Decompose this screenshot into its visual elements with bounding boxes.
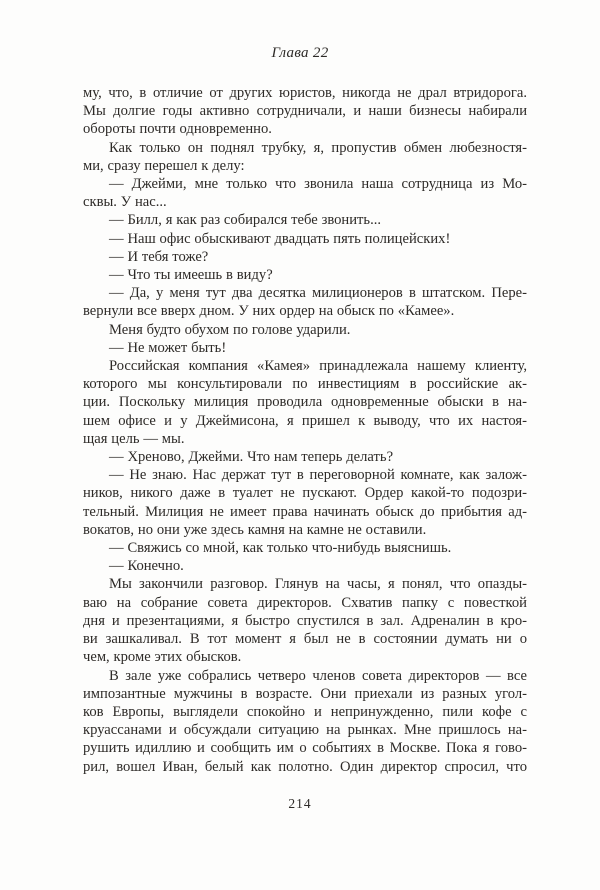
text-line: которого мы консультировали по инвестициям в российские ак-	[83, 376, 527, 393]
paragraph	[83, 284, 527, 320]
text-line: Мы долгие годы активно сотрудничали, и наши бизнесы набирали	[83, 103, 527, 120]
paragraph	[83, 339, 527, 357]
page-body	[83, 84, 527, 776]
text-line: — Конечно.	[109, 558, 184, 575]
text-line: дня и презентациями, я быстро спустился в зал. Адреналин в кро-	[83, 612, 527, 629]
paragraph	[83, 667, 527, 776]
text-line: рил, вошел Иван, белый как полотно. Один директор спросил, что	[83, 758, 527, 775]
text-line: импозантные мужчины в возрасте. Они приехали из разных угол-	[83, 685, 527, 702]
paragraph	[83, 466, 527, 539]
text-line: обороты почти одновременно.	[83, 121, 272, 138]
text-line: вернули все вверх дном. У них ордер на обыск по «Камее».	[83, 303, 455, 320]
text-line: — Не может быть!	[109, 339, 227, 356]
text-line: ции. Поскольку милиция проводила одновременные обыски в на-	[83, 394, 527, 411]
text-line: рушить идиллию и сообщить им о событиях в Москве. Пока я гово-	[83, 740, 527, 757]
text-line: — Билл, я как раз собирался тебе звонить...	[109, 212, 382, 229]
paragraph	[83, 557, 527, 575]
paragraph	[83, 321, 527, 339]
text-line: ваю на собрание совета директоров. Схватив папку с повесткой	[83, 594, 527, 611]
text-line: сквы. У нас...	[83, 194, 167, 211]
paragraph	[83, 248, 527, 266]
text-line: В зале уже собрались четверо членов совета директоров — все	[109, 667, 527, 684]
text-line: — Да, у меня тут два десятка милиционеров в штатском. Пере-	[109, 285, 527, 302]
text-line: Как только он поднял трубку, я, пропустив обмен любезностя-	[109, 139, 527, 156]
text-line: — И тебя тоже?	[109, 248, 209, 265]
text-line: чем, кроме этих обысков.	[83, 649, 242, 666]
text-line: — Джейми, мне только что звонила наша сотрудница из Мо-	[109, 176, 527, 193]
text-line: тельный. Милиция не имеет права начинать обыск до прибытия ад-	[83, 503, 527, 520]
text-line: вокатов, но они уже здесь камня на камне не оставили.	[83, 521, 427, 538]
text-line: — Не знаю. Нас держат тут в переговорной комнате, как залож-	[109, 467, 527, 484]
paragraph	[83, 230, 527, 248]
paragraph	[83, 84, 527, 139]
text-line: Российская компания «Камея» принадлежала нашему клиенту,	[109, 358, 527, 375]
text-line: ков Европы, выглядели спокойно и непринужденно, пили кофе с	[83, 703, 527, 720]
text-line: ви зашкаливал. В тот момент я был не в состоянии думать ни о	[83, 631, 527, 648]
paragraph	[83, 211, 527, 229]
text-line: Меня будто обухом по голове ударили.	[109, 321, 351, 338]
text-line: ми, сразу перешел к делу:	[83, 157, 245, 174]
chapter-header: Глава 22	[271, 45, 329, 61]
paragraph	[83, 357, 527, 448]
paragraph	[83, 448, 527, 466]
text-line: ников, никого даже в туалет не пускают. Ордер какой-то подозри-	[83, 485, 527, 502]
paragraph	[83, 266, 527, 284]
paragraph	[83, 139, 527, 175]
text-line: — Хреново, Джейми. Что нам теперь делать?	[109, 449, 394, 466]
page-number: 214	[288, 796, 312, 811]
paragraph	[83, 175, 527, 211]
text-line: — Свяжись со мной, как только что-нибудь выяснишь.	[109, 540, 452, 557]
text-line: — Что ты имеешь в виду?	[109, 267, 273, 284]
paragraph	[83, 539, 527, 557]
text-line: шем офисе и у Джеймисона, я пришел к выводу, что их настоя-	[83, 412, 527, 429]
text-line: щая цель — мы.	[83, 430, 185, 447]
text-line: — Наш офис обыскивают двадцать пять полицейских!	[109, 230, 451, 247]
text-line: круассанами и обсуждали ситуацию на рынках. Мне пришлось на-	[83, 722, 527, 739]
paragraph	[83, 575, 527, 666]
text-line: Мы закончили разговор. Глянув на часы, я понял, что опазды-	[109, 576, 527, 593]
text-line: му, что, в отличие от других юристов, никогда не драл втридорога.	[83, 85, 527, 101]
